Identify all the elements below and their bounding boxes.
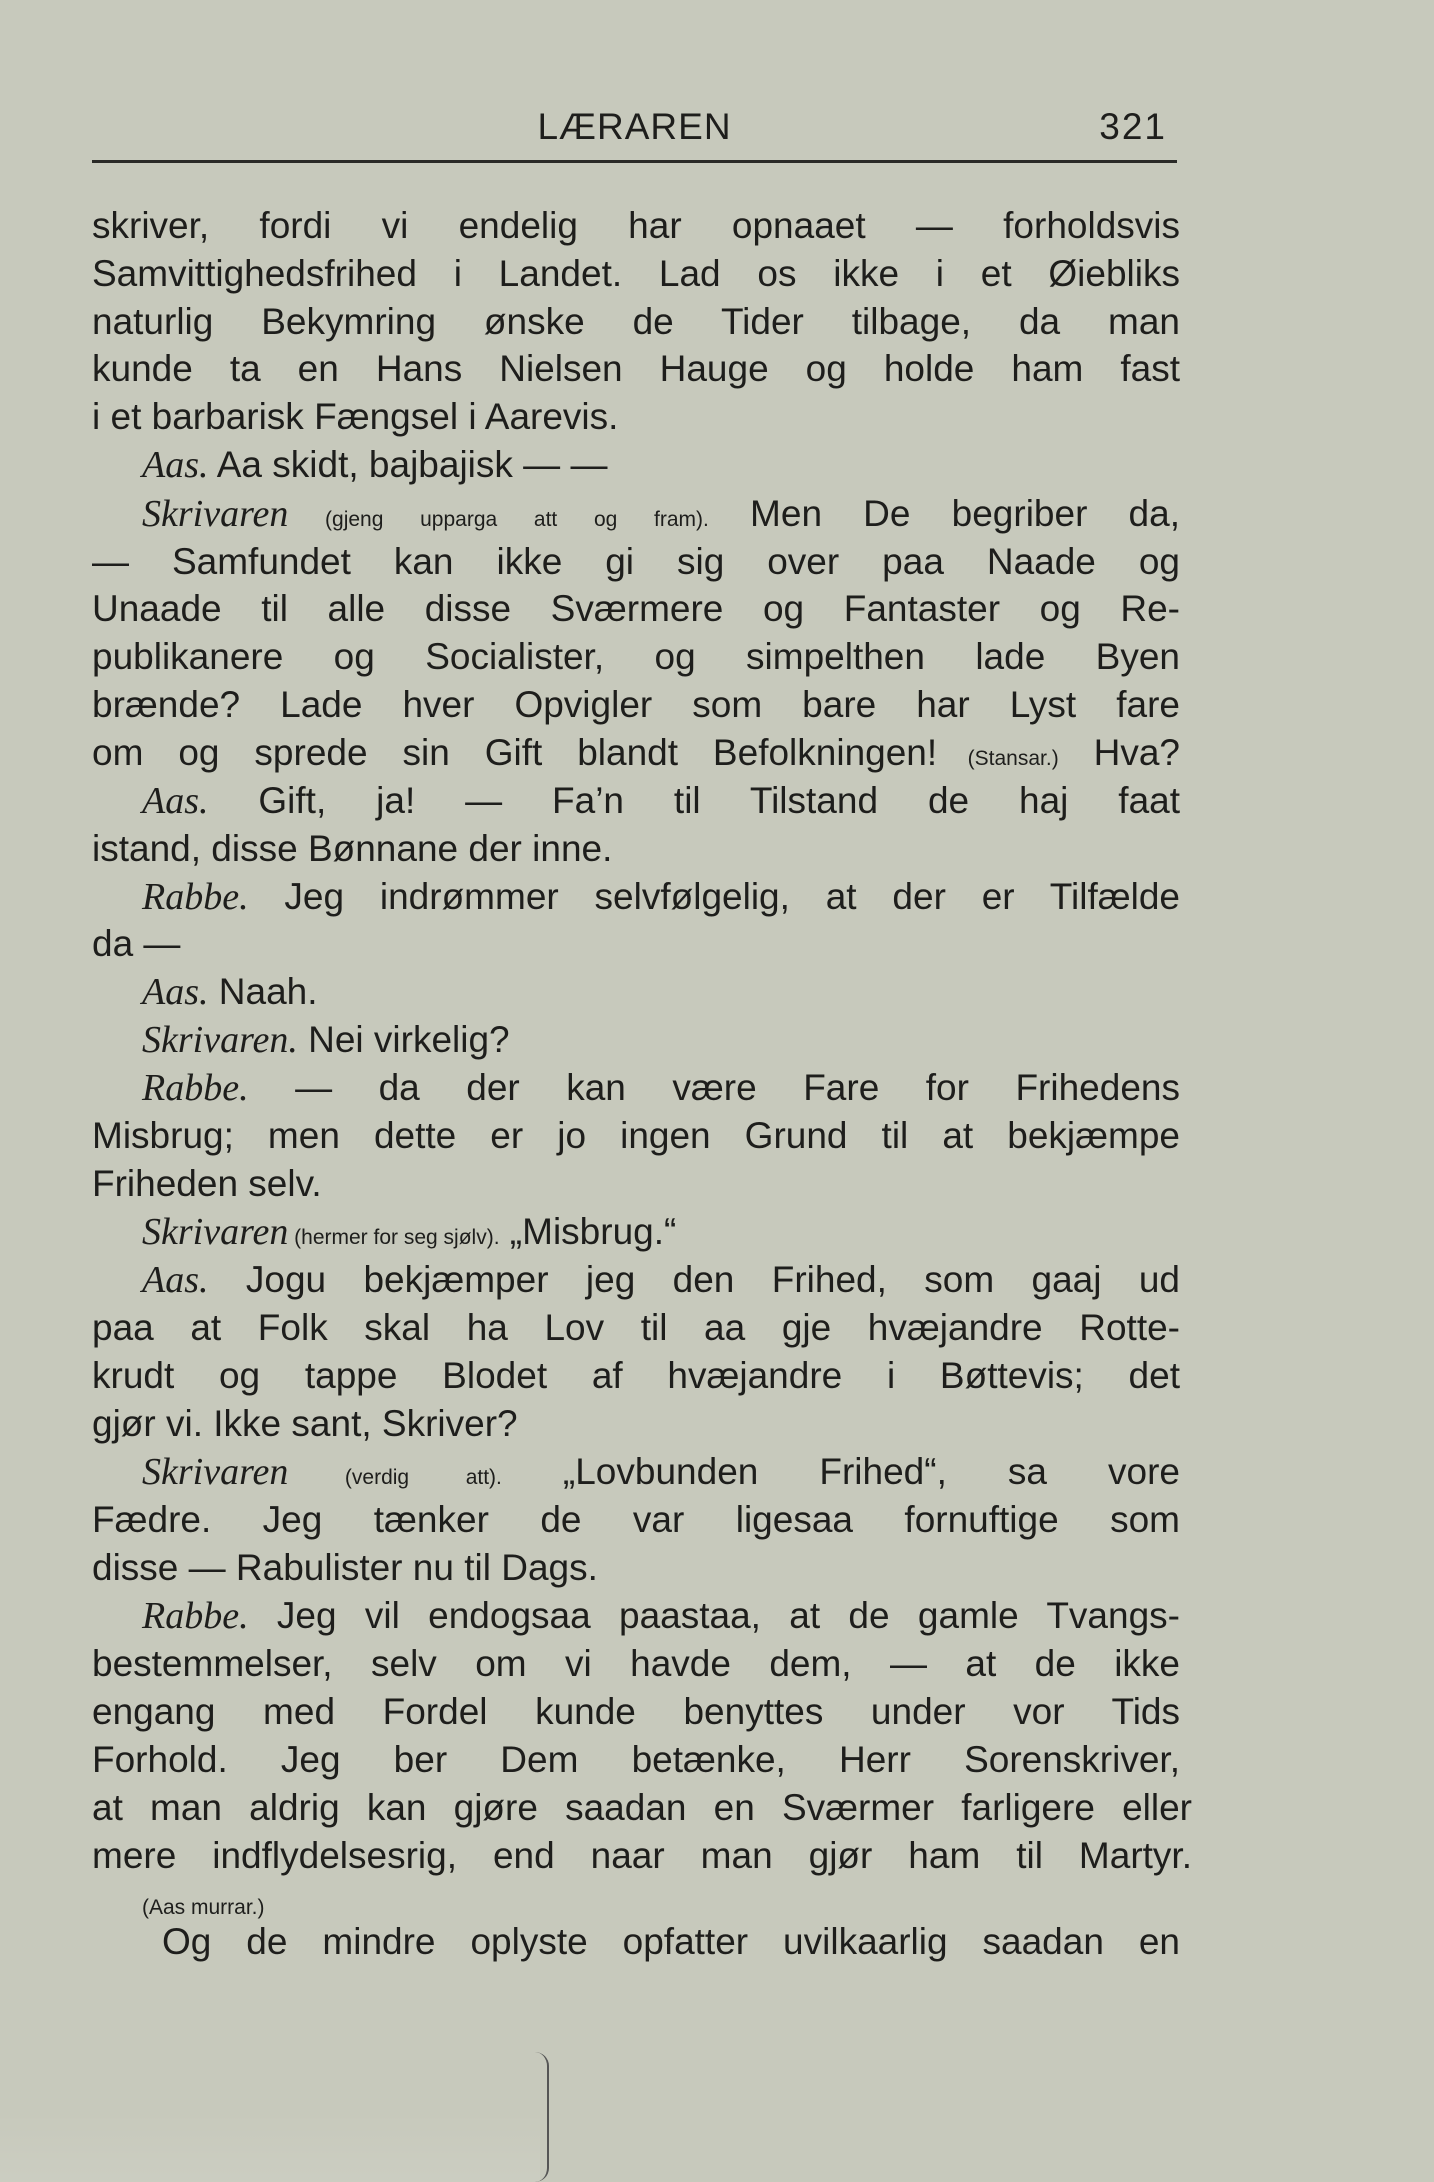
text-line [142,1208,1180,1256]
line-text: krudt og tappe Blodet af hvæjandre i Bøttevis; det [92,1355,1180,1396]
text-line [92,585,1180,633]
line-text: gjør vi. Ikke sant, Skriver? [92,1403,518,1444]
stage-direction: (Aas murrar.) [142,1896,265,1919]
line-text: Og de mindre oplyste opfatter uvilkaarlig saadan en [162,1921,1180,1962]
text-line [92,298,1180,346]
line-text: Aa skidt, bajbajisk — — [208,444,608,485]
speaker-name: Skrivaren [142,493,289,535]
text-line [92,1496,1180,1544]
text-line [162,1918,1180,1966]
line-text: mere indflydelsesrig, end naar man gjør ham til Martyr. [92,1835,1192,1876]
line-text: — Samfundet kan ikke gi sig over paa Naade og [92,541,1180,582]
text-line [92,1736,1180,1784]
text-line [92,538,1180,586]
line-text: publikanere og Socialister, og simpelthen lade Byen [92,636,1180,677]
speaker-name: Skrivaren. [142,1019,298,1061]
line-text: Jeg indrømmer selvfølgelig, at der er Tilfælde [248,876,1180,917]
text-line [92,393,1180,441]
page-stain [0,2110,540,2182]
text-line [142,968,1180,1016]
line-text: — da der kan være Fare for Frihedens [248,1067,1180,1108]
text-line [92,1160,1180,1208]
line-text: da — [92,923,181,964]
text-line [142,873,1180,921]
text-line [92,345,1180,393]
speaker-name: Rabbe. [142,876,249,918]
text-line [142,1592,1180,1640]
speaker-name: Skrivaren [142,1211,289,1253]
line-text: engang med Fordel kunde benyttes under vor Tids [92,1691,1180,1732]
text-line [142,1448,1180,1496]
speaker-name: Rabbe. [142,1595,249,1637]
text-line [92,1352,1180,1400]
line-text: „Misbrug.“ [499,1211,677,1252]
text-line [142,441,1180,489]
text-line [92,1784,1192,1832]
text-line [142,1064,1180,1112]
text-line [142,1256,1180,1304]
line-text: Misbrug; men dette er jo ingen Grund til at bekjæmpe [92,1115,1180,1156]
page-number: 321 [1099,106,1167,147]
line-text: paa at Folk skal ha Lov til aa gje hvæjandre Rotte- [92,1307,1180,1348]
pencil-bracket-mark [535,2052,549,2182]
line-text: kunde ta en Hans Nielsen Hauge og holde ham fast [92,348,1180,389]
line-text: Naah. [208,971,318,1012]
text-line [92,1688,1180,1736]
stage-direction: (verdig att). [288,1466,502,1489]
line-text: Forhold. Jeg ber Dem betænke, Herr Sorenskriver, [92,1739,1180,1780]
line-text: Jeg vil endogsaa paastaa, at de gamle Tvangs- [248,1595,1180,1636]
line-text: om og sprede sin Gift blandt Befolkningen! [92,732,938,773]
running-title: LÆRAREN [537,106,732,147]
line-text: Men De begriber da, [708,493,1180,534]
line-text: „Lovbunden Frihed“, sa vore [501,1451,1180,1492]
line-text: disse — Rabulister nu til Dags. [92,1547,598,1588]
text-line [92,825,1180,873]
line-text: Nei virkelig? [297,1019,510,1060]
text-line [92,1400,1180,1448]
text-line [92,1640,1180,1688]
stage-direction: (hermer for seg sjølv). [288,1226,500,1249]
speaker-name: Aas. [142,971,209,1013]
text-line [92,250,1180,298]
line-text: istand, disse Bønnane der inne. [92,828,613,869]
line-text: Gift, ja! — Fa’n til Tilstand de haj faat [208,780,1180,821]
text-line [92,1304,1180,1352]
line-text: i et barbarisk Fængsel i Aarevis. [92,396,619,437]
speaker-name: Skrivaren [142,1451,289,1493]
text-line [142,1016,1180,1064]
line-text: Friheden selv. [92,1163,322,1204]
line-text: Fædre. Jeg tænker de var ligesaa fornuftige som [92,1499,1180,1540]
stage-direction: (gjeng upparga att og fram). [288,508,709,531]
line-text: bestemmelser, selv om vi havde dem, — at de ikke [92,1643,1180,1684]
stage-direction: (Stansar.) [937,747,1059,770]
header-rule [92,160,1177,163]
text-line [92,920,1180,968]
line-text: Unaade til alle disse Sværmere og Fantaster og Re- [92,588,1180,629]
speaker-name: Aas. [142,444,209,486]
text-line [92,202,1180,250]
line-text: at man aldrig kan gjøre saadan en Sværmer farligere eller [92,1787,1192,1828]
line-text: Hva? [1058,732,1181,773]
text-line [142,490,1180,538]
line-text: naturlig Bekymring ønske de Tider tilbage, da man [92,301,1180,342]
speaker-name: Aas. [142,1259,209,1301]
line-text: brænde? Lade hver Opvigler som bare har Lyst fare [92,684,1180,725]
speaker-name: Aas. [142,780,209,822]
running-header [92,100,1177,160]
line-text: skriver, fordi vi endelig har opnaaet — forholdsvis [92,205,1180,246]
text-line [92,729,1180,777]
line-text: Samvittighedsfrihed i Landet. Lad os ikke i et Øiebliks [92,253,1180,294]
text-line [92,1544,1180,1592]
text-line [92,681,1180,729]
line-text: Jogu bekjæmper jeg den Frihed, som gaaj ud [208,1259,1180,1300]
text-line [92,1832,1192,1880]
speaker-name: Rabbe. [142,1067,249,1109]
text-line [142,777,1180,825]
text-line [92,633,1180,681]
text-line [92,1112,1180,1160]
